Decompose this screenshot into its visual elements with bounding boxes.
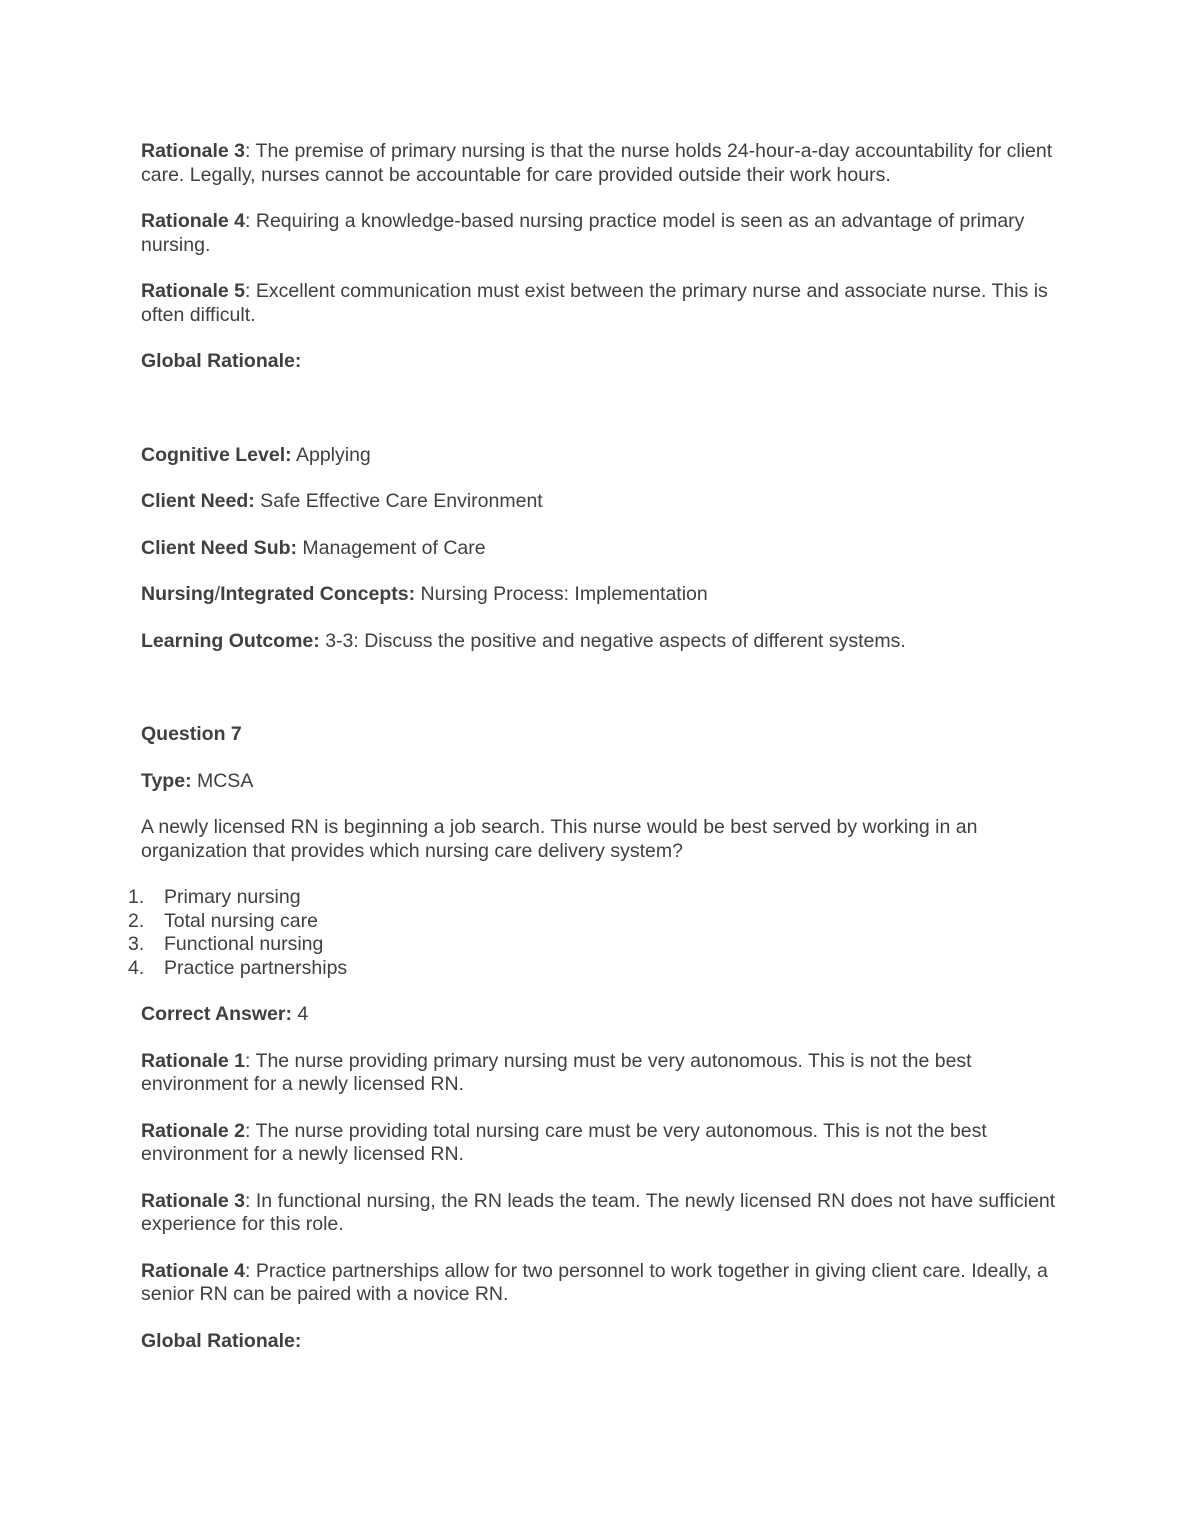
answer-option <box>128 909 1061 934</box>
option-number: 1. <box>128 886 145 908</box>
option-number: 2. <box>128 909 145 932</box>
option-text: Functional nursing <box>164 933 324 955</box>
concepts-value: Nursing Process: Implementation <box>415 583 708 605</box>
rationale-paragraph <box>141 1120 1061 1167</box>
rationale-paragraph <box>141 1260 1061 1307</box>
rationale-paragraph <box>141 140 1061 187</box>
rationale-text: : The premise of primary nursing is that the nurse holds 24-hour-a-day accountability for client care. Legally, nurses cannot be accountable for care provided outside their work hours. <box>141 140 1053 186</box>
cognitive-level <box>141 444 1061 468</box>
client-need-sub-label: Client Need Sub: <box>141 536 298 559</box>
rationale-label: Rationale 4 <box>141 1259 246 1282</box>
question-stem: A newly licensed RN is beginning a job search. This nurse would be best served by working in an organization that provides which nursing care delivery system? <box>141 816 978 862</box>
client-need-sub <box>141 537 1061 561</box>
rationale-text: : Excellent communication must exist between the primary nurse and associate nurse. This is often difficult. <box>141 280 1048 326</box>
rationale-text: : Practice partnerships allow for two personnel to work together in giving client care. Ideally, a senior RN can be paired with a novice RN. <box>141 1259 1048 1305</box>
document-page <box>128 140 1061 1376</box>
correct-answer-value: 4 <box>291 1003 309 1025</box>
rationale-label: Rationale 3 <box>141 140 246 162</box>
cognitive-level-value: Applying <box>291 443 371 466</box>
cognitive-level-label: Cognitive Level: <box>141 443 292 466</box>
rationale-paragraph <box>141 280 1061 327</box>
answer-options <box>128 886 1061 980</box>
learning-outcome-label: Learning Outcome: <box>141 629 320 652</box>
rationale-text: : Requiring a knowledge-based nursing practice model is seen as an advantage of primary nursing. <box>141 210 1025 256</box>
option-text: Primary nursing <box>164 886 301 908</box>
concepts-label-nursing: Nursing <box>141 583 215 605</box>
rationale-text: : The nurse providing primary nursing must be very autonomous. This is not the best environment for a newly licensed RN. <box>141 1049 972 1095</box>
concepts-slash: / <box>214 583 221 605</box>
rationale-label: Rationale 2 <box>141 1119 246 1142</box>
option-text: Practice partnerships <box>164 956 348 979</box>
client-need <box>141 490 1061 514</box>
concepts-label-integrated: Integrated Concepts: <box>220 583 416 605</box>
rationale-paragraph <box>141 210 1061 257</box>
client-need-sub-value: Management of Care <box>297 536 486 559</box>
spacer <box>141 676 1061 723</box>
correct-answer-label: Correct Answer: <box>141 1003 292 1025</box>
question-type <box>141 770 1061 794</box>
question-type-label: Type: <box>141 769 192 792</box>
answer-option <box>128 886 1061 910</box>
answer-option <box>128 956 1061 981</box>
spacer <box>141 397 1061 444</box>
client-need-label: Client Need: <box>141 490 255 512</box>
rationale-text: : In functional nursing, the RN leads the team. The newly licensed RN does not have sufficient experience for this role. <box>141 1189 1056 1235</box>
question-type-value: MCSA <box>191 769 254 792</box>
client-need-value: Safe Effective Care Environment <box>254 490 543 512</box>
rationale-label: Rationale 3 <box>141 1189 246 1212</box>
rationale-label: Rationale 4 <box>141 210 246 232</box>
rationale-label: Rationale 1 <box>141 1049 246 1072</box>
question-title: Question 7 <box>141 723 242 745</box>
option-number: 3. <box>128 933 145 955</box>
rationale-paragraph <box>141 1050 1061 1097</box>
rationale-text: : The nurse providing total nursing care must be very autonomous. This is not the best environment for a newly licensed RN. <box>141 1119 987 1165</box>
option-text: Total nursing care <box>164 909 318 932</box>
integrated-concepts <box>141 583 1061 607</box>
global-rationale-heading: Global Rationale: <box>141 1329 302 1352</box>
answer-option <box>128 933 1061 957</box>
learning-outcome <box>141 630 1061 654</box>
rationale-label: Rationale 5 <box>141 280 246 302</box>
option-number: 4. <box>128 956 145 979</box>
rationale-paragraph <box>141 1190 1061 1237</box>
global-rationale-heading: Global Rationale: <box>141 350 302 372</box>
correct-answer <box>141 1003 1061 1027</box>
learning-outcome-value: 3-3: Discuss the positive and negative aspects of different systems. <box>319 629 906 652</box>
